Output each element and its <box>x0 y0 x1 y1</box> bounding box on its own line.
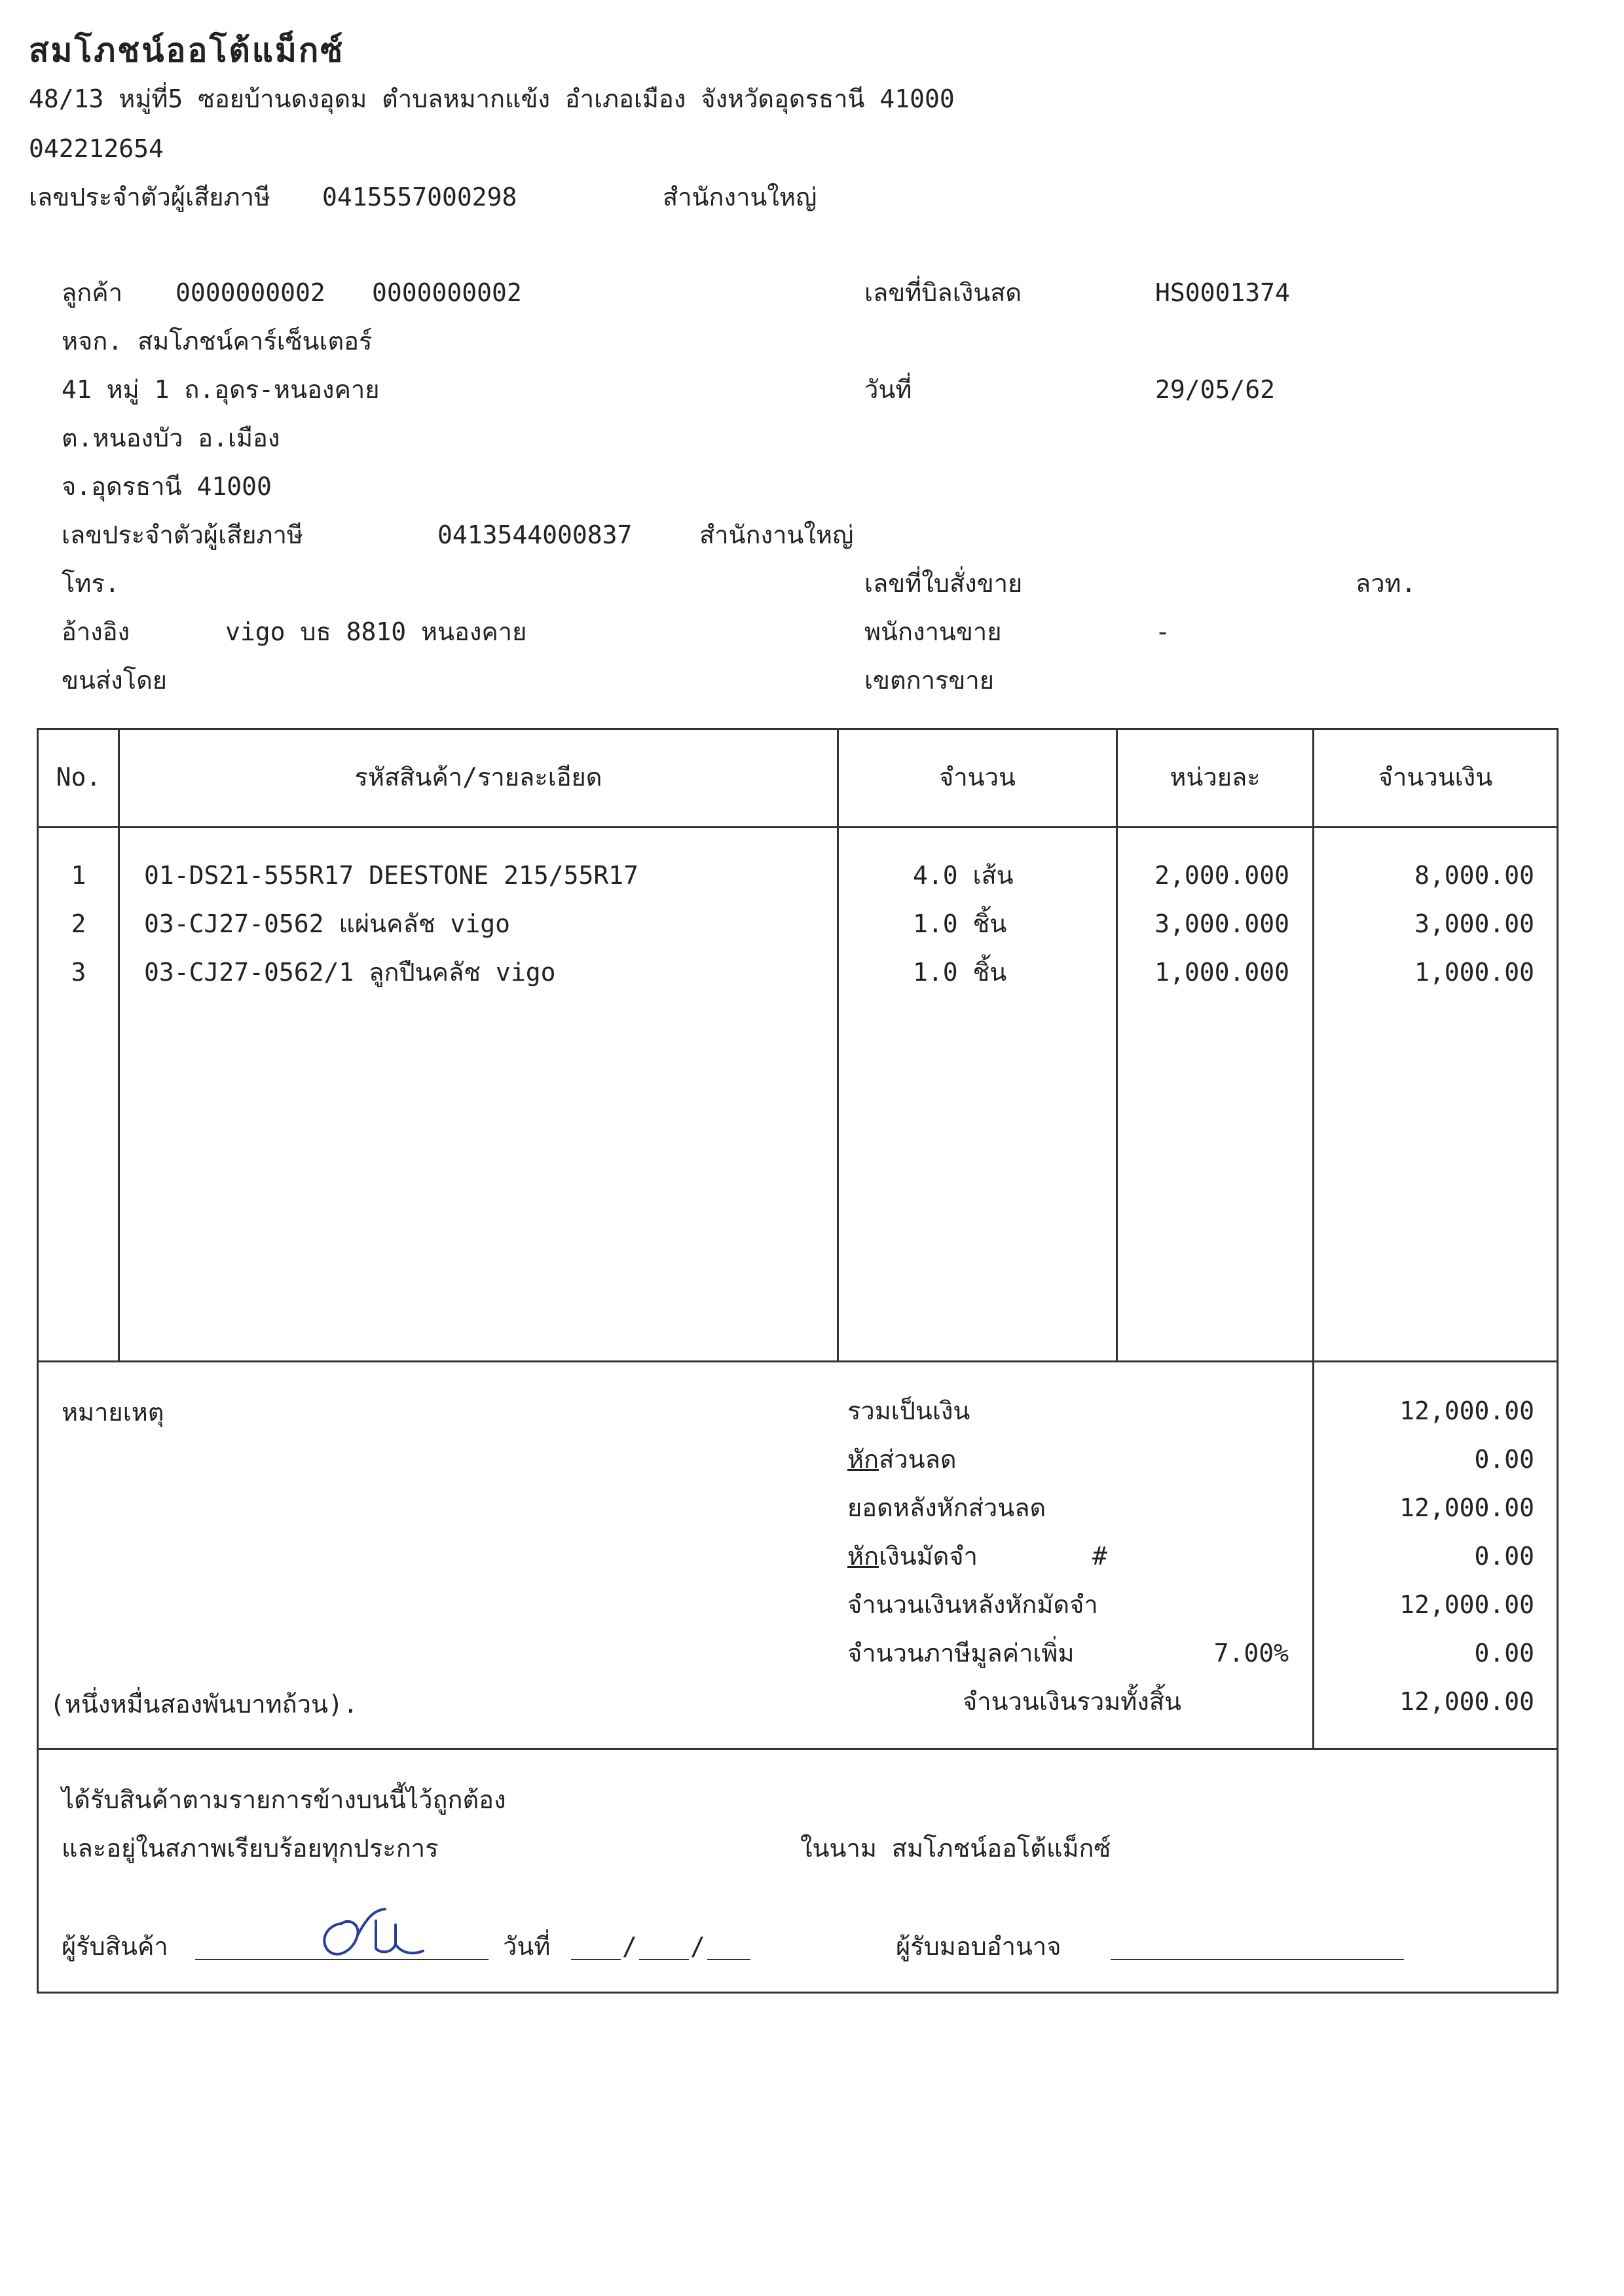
discount-label-underlined: หัก <box>847 1445 879 1474</box>
deposit-label-rest: เงินมัดจำ <box>879 1542 978 1571</box>
row-amount: 8,000.00 <box>1414 861 1534 890</box>
authorized-signature-line <box>1111 1959 1404 1960</box>
deposit-label-underlined: หัก <box>847 1542 879 1571</box>
receive-date-month-line <box>639 1959 689 1960</box>
deposit-value: 0.00 <box>1474 1542 1534 1571</box>
row-qty: 1.0 ชิ้น <box>913 958 1007 987</box>
row-unit-price: 1,000.000 <box>1154 958 1289 987</box>
after-discount-value: 12,000.00 <box>1399 1493 1534 1522</box>
vat-label: จำนวนภาษีมูลค่าเพิ่ม <box>847 1639 1075 1667</box>
total-value: 12,000.00 <box>1399 1687 1534 1716</box>
seller-branch: สำนักงานใหญ่ <box>663 183 817 211</box>
subtotal-label: รวมเป็นเงิน <box>847 1396 970 1425</box>
seller-name: สมโภชน์ออโต้แม็กซ์ <box>29 31 345 69</box>
col-divider-qty <box>1116 728 1118 1362</box>
receive-date-sep-1: / <box>622 1932 637 1961</box>
after-discount-label: ยอดหลังหักส่วนลด <box>847 1493 1046 1522</box>
received-line-2: และอยู่ในสภาพเรียบร้อยทุกประการ <box>62 1834 439 1863</box>
receive-date-sep-2: / <box>690 1932 705 1961</box>
frame-right-border <box>1557 728 1559 1994</box>
discount-label-rest: ส่วนลด <box>879 1445 957 1474</box>
summary-bottom-border <box>37 1748 1559 1750</box>
on-behalf: ในนาม สมโภชน์ออโต้แม็กซ์ <box>800 1834 1111 1863</box>
subtotal-value: 12,000.00 <box>1399 1396 1534 1425</box>
row-desc: 01-DS21-555R17 DEESTONE 215/55R17 <box>144 861 638 890</box>
col-divider-no <box>118 728 120 1362</box>
after-deposit-label: จำนวนเงินหลังหักมัดจำ <box>847 1590 1098 1619</box>
customer-ref-label: อ้างอิง <box>62 617 130 646</box>
order-no-label: เลขที่ใบสั่งขาย <box>864 569 1023 598</box>
receive-date-year-line <box>707 1959 750 1960</box>
customer-ref-value: vigo บธ 8810 หนองคาย <box>225 617 527 646</box>
table-top-border <box>37 728 1559 730</box>
header-desc: รหัสสินค้า/รายละเอียด <box>354 763 602 792</box>
customer-address-3: จ.อุดรธานี 41000 <box>62 472 272 501</box>
received-line-1: ได้รับสินค้าตามรายการข้างบนนี้ไว้ถูกต้อง <box>62 1785 506 1814</box>
seller-tax-id-label: เลขประจำตัวผู้เสียภาษี <box>29 183 270 211</box>
row-amount: 1,000.00 <box>1414 958 1534 987</box>
col-divider-desc <box>837 728 839 1362</box>
receiver-label: ผู้รับสินค้า <box>62 1932 168 1961</box>
row-desc: 03-CJ27-0562/1 ลูกปืนคลัช vigo <box>144 958 556 987</box>
after-deposit-value: 12,000.00 <box>1399 1590 1534 1619</box>
salesperson-value: - <box>1155 617 1170 646</box>
row-qty: 4.0 เส้น <box>913 861 1014 890</box>
deposit-label <box>847 1544 978 1569</box>
row-desc: 03-CJ27-0562 แผ่นคลัช vigo <box>144 909 511 938</box>
deposit-hash: # <box>1092 1542 1107 1571</box>
header-no: No. <box>56 763 101 792</box>
discount-label <box>847 1447 957 1472</box>
seller-address: 48/13 หมู่ที่5 ซอยบ้านดงอุดม ตำบลหมากแข้ง อำเภอเมือง จังหวัดอุดรธานี 41000 <box>29 84 955 113</box>
customer-branch: สำนักงานใหญ่ <box>699 520 854 549</box>
total-label: จำนวนเงินรวมทั้งสิ้น <box>963 1687 1181 1716</box>
sales-area-label: เขตการขาย <box>864 666 994 695</box>
seller-tax-id: 0415557000298 <box>322 183 517 211</box>
customer-tax-id: 0413544000837 <box>437 520 633 549</box>
customer-phone-label: โทร. <box>62 569 120 598</box>
receive-date-day-line <box>571 1959 621 1960</box>
date-value: 29/05/62 <box>1155 375 1276 404</box>
row-unit-price: 2,000.000 <box>1154 861 1289 890</box>
amount-in-words: (หนึ่งหมื่นสองพันบาทถ้วน). <box>50 1690 358 1719</box>
customer-code-2: 0000000002 <box>372 278 522 307</box>
receive-date-label: วันที่ <box>503 1932 551 1961</box>
row-no: 1 <box>71 861 86 890</box>
frame-left-border <box>37 728 39 1994</box>
bill-no-label: เลขที่บิลเงินสด <box>864 278 1022 307</box>
seller-phone: 042212654 <box>29 134 164 163</box>
vat-value: 0.00 <box>1474 1639 1534 1667</box>
footer-bottom-border <box>37 1992 1559 1994</box>
receiver-signature <box>308 1899 439 1964</box>
customer-name: หจก. สมโภชน์คาร์เซ็นเตอร์ <box>62 327 373 355</box>
header-amount: จำนวนเงิน <box>1378 763 1493 792</box>
customer-label: ลูกค้า <box>62 278 123 307</box>
discount-value: 0.00 <box>1474 1445 1534 1474</box>
vat-rate: 7.00% <box>1213 1639 1289 1667</box>
order-extra: ลวท. <box>1356 569 1416 598</box>
header-unit-price: หน่วยละ <box>1170 763 1261 792</box>
authorized-label: ผู้รับมอบอำนาจ <box>896 1932 1061 1961</box>
customer-code-1: 0000000002 <box>175 278 325 307</box>
customer-address-1: 41 หมู่ 1 ถ.อุดร-หนองคาย <box>62 375 380 404</box>
date-label: วันที่ <box>864 375 912 404</box>
salesperson-label: พนักงานขาย <box>864 617 1002 646</box>
row-qty: 1.0 ชิ้น <box>913 909 1007 938</box>
header-qty: จำนวน <box>939 763 1016 792</box>
table-bottom-border <box>37 1360 1559 1362</box>
table-header-divider <box>37 826 1559 828</box>
signature-stroke <box>324 1909 423 1954</box>
customer-ship-label: ขนส่งโดย <box>62 666 168 695</box>
row-no: 2 <box>71 909 86 938</box>
customer-tax-id-label: เลขประจำตัวผู้เสียภาษี <box>62 520 303 549</box>
row-no: 3 <box>71 958 86 987</box>
remark-label: หมายเหตุ <box>62 1398 164 1427</box>
row-unit-price: 3,000.000 <box>1154 909 1289 938</box>
row-amount: 3,000.00 <box>1414 909 1534 938</box>
bill-no: HS0001374 <box>1155 278 1290 307</box>
customer-address-2: ต.หนองบัว อ.เมือง <box>62 424 280 452</box>
